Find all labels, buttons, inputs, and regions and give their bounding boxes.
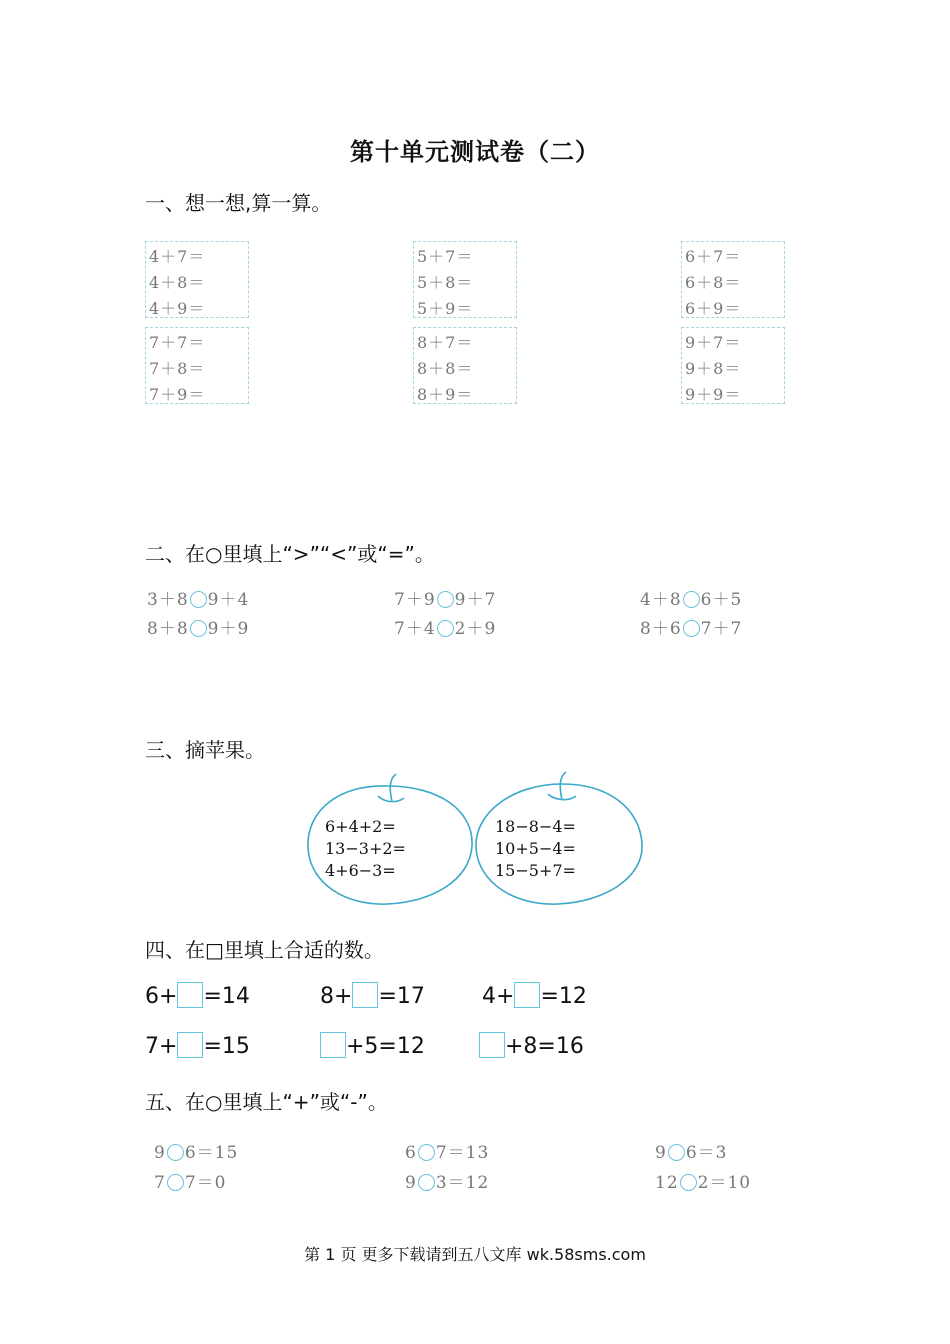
calc-box <box>145 241 249 318</box>
sign-right: 3＝12 <box>435 1173 490 1193</box>
answer-box[interactable] <box>177 1032 203 1058</box>
apple-equation: 15−5+7= <box>495 861 576 880</box>
eq-right: =12 <box>540 984 587 1009</box>
calc-line: 5＋9＝ <box>417 299 474 318</box>
answer-circle[interactable] <box>190 620 207 637</box>
compare-left: 7＋4 <box>394 619 436 639</box>
sign-left: 9 <box>154 1143 166 1163</box>
answer-box[interactable] <box>514 982 540 1008</box>
answer-circle[interactable] <box>418 1174 435 1191</box>
apple-right <box>495 816 576 882</box>
section-3-heading: 三、摘苹果。 <box>145 738 265 762</box>
section-1-heading: 一、想一想,算一算。 <box>145 191 332 215</box>
apple-left <box>325 816 406 882</box>
compare-left: 4＋8 <box>640 590 682 610</box>
sign-item <box>405 1168 489 1193</box>
fill-equation <box>320 982 425 1009</box>
compare-right: 7＋7 <box>700 619 743 639</box>
calc-box <box>413 327 517 404</box>
calc-line: 4＋7＝ <box>149 247 206 266</box>
calc-line: 9＋7＝ <box>685 333 742 352</box>
eq-right: =14 <box>203 984 250 1009</box>
eq-left: 8+ <box>320 984 353 1009</box>
answer-circle[interactable] <box>680 1174 697 1191</box>
sign-right: 7＝0 <box>184 1173 227 1193</box>
eq-left: 7+ <box>145 1034 178 1059</box>
answer-circle[interactable] <box>418 1144 435 1161</box>
compare-item <box>640 585 742 610</box>
page-footer: 第 1 页 更多下载请到五八文库 wk.58sms.com <box>304 1245 646 1264</box>
eq-right: +5=12 <box>346 1034 425 1059</box>
sign-item <box>154 1138 238 1163</box>
eq-right: =15 <box>203 1034 250 1059</box>
sign-left: 9 <box>405 1173 417 1193</box>
calc-line: 7＋7＝ <box>149 333 206 352</box>
compare-left: 3＋8 <box>147 590 189 610</box>
answer-circle[interactable] <box>167 1174 184 1191</box>
fill-equation <box>320 1032 425 1059</box>
answer-circle[interactable] <box>167 1144 184 1161</box>
eq-right: =17 <box>378 984 425 1009</box>
calc-line: 6＋8＝ <box>685 273 742 292</box>
compare-item <box>147 585 249 610</box>
answer-box[interactable] <box>320 1032 346 1058</box>
fill-equation <box>479 1032 584 1059</box>
calc-line: 9＋9＝ <box>685 385 742 404</box>
apple-equation: 6+4+2= <box>325 817 396 836</box>
compare-left: 8＋8 <box>147 619 189 639</box>
eq-left: 6+ <box>145 984 178 1009</box>
sign-left: 7 <box>154 1173 166 1193</box>
calc-line: 8＋9＝ <box>417 385 474 404</box>
calc-line: 6＋7＝ <box>685 247 742 266</box>
calc-line: 8＋8＝ <box>417 359 474 378</box>
calc-line: 8＋7＝ <box>417 333 474 352</box>
answer-circle[interactable] <box>683 620 700 637</box>
fill-equation <box>145 1032 250 1059</box>
sign-item <box>655 1168 751 1193</box>
answer-circle[interactable] <box>683 591 700 608</box>
calc-line: 7＋9＝ <box>149 385 206 404</box>
compare-right: 9＋7 <box>454 590 497 610</box>
section-4-heading: 四、在□里填上合适的数。 <box>145 938 384 962</box>
calc-line: 6＋9＝ <box>685 299 742 318</box>
page-title: 第十单元测试卷（二） <box>350 137 600 166</box>
answer-box[interactable] <box>479 1032 505 1058</box>
calc-box <box>681 241 785 318</box>
calc-line: 9＋8＝ <box>685 359 742 378</box>
compare-right: 2＋9 <box>454 619 497 639</box>
fill-equation <box>145 982 250 1009</box>
compare-right: 6＋5 <box>700 590 743 610</box>
apple-equation: 13−3+2= <box>325 839 406 858</box>
fill-equation <box>482 982 587 1009</box>
section-5-heading: 五、在○里填上“+”或“-”。 <box>145 1090 388 1114</box>
sign-left: 9 <box>655 1143 667 1163</box>
compare-item <box>394 585 496 610</box>
sign-right: 6＝15 <box>184 1143 239 1163</box>
sign-left: 6 <box>405 1143 417 1163</box>
sign-right: 6＝3 <box>685 1143 728 1163</box>
sign-item <box>655 1138 727 1163</box>
apple-equation: 4+6−3= <box>325 861 396 880</box>
answer-circle[interactable] <box>668 1144 685 1161</box>
eq-right: +8=16 <box>505 1034 584 1059</box>
calc-line: 4＋9＝ <box>149 299 206 318</box>
sign-right: 2＝10 <box>697 1173 752 1193</box>
answer-circle[interactable] <box>437 620 454 637</box>
compare-right: 9＋4 <box>207 590 250 610</box>
sign-left: 12 <box>655 1173 679 1193</box>
compare-item <box>394 614 496 639</box>
compare-left: 8＋6 <box>640 619 682 639</box>
calc-line: 5＋7＝ <box>417 247 474 266</box>
answer-circle[interactable] <box>437 591 454 608</box>
compare-right: 9＋9 <box>207 619 250 639</box>
calc-line: 4＋8＝ <box>149 273 206 292</box>
sign-item <box>405 1138 489 1163</box>
compare-item <box>640 614 742 639</box>
section-2-heading: 二、在○里填上“>”“<”或“=”。 <box>145 542 435 566</box>
calc-box <box>681 327 785 404</box>
eq-left: 4+ <box>482 984 515 1009</box>
sign-right: 7＝13 <box>435 1143 490 1163</box>
answer-box[interactable] <box>177 982 203 1008</box>
answer-box[interactable] <box>352 982 378 1008</box>
compare-left: 7＋9 <box>394 590 436 610</box>
apple-equation: 18−8−4= <box>495 817 576 836</box>
compare-item <box>147 614 249 639</box>
sign-item <box>154 1168 226 1193</box>
calc-line: 7＋8＝ <box>149 359 206 378</box>
calc-line: 5＋8＝ <box>417 273 474 292</box>
answer-circle[interactable] <box>190 591 207 608</box>
calc-box <box>413 241 517 318</box>
calc-box <box>145 327 249 404</box>
apple-equation: 10+5−4= <box>495 839 576 858</box>
